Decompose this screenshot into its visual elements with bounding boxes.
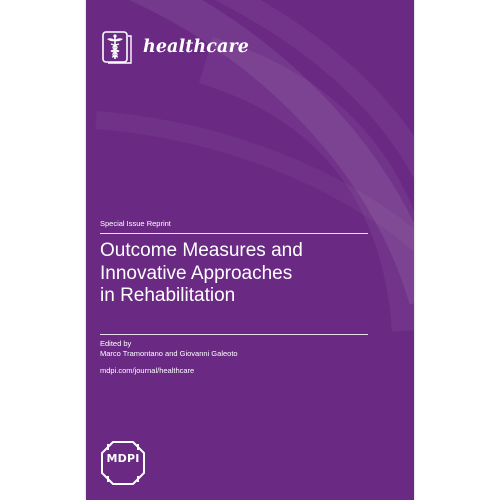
divider-top — [100, 233, 368, 234]
title-line: Outcome Measures and — [100, 240, 303, 261]
title-line: Innovative Approaches — [100, 262, 293, 284]
mdpi-logo-icon — [100, 440, 146, 486]
book-cover — [86, 0, 414, 500]
caduceus-icon — [102, 30, 134, 64]
edited-by-label: Edited by — [100, 339, 132, 348]
special-issue-label: Special Issue Reprint — [100, 219, 171, 228]
divider-bottom — [100, 334, 368, 335]
journal-url: mdpi.com/journal/healthcare — [100, 366, 195, 375]
editors-block — [100, 339, 238, 358]
book-title — [100, 240, 390, 308]
title-line: in Rehabilitation — [100, 285, 236, 306]
journal-name: healthcare — [143, 37, 249, 57]
journal-header — [102, 30, 249, 64]
editor-names: Marco Tramontano and Giovanni Galeoto — [100, 348, 238, 358]
publisher-name: MDPI — [106, 452, 140, 465]
